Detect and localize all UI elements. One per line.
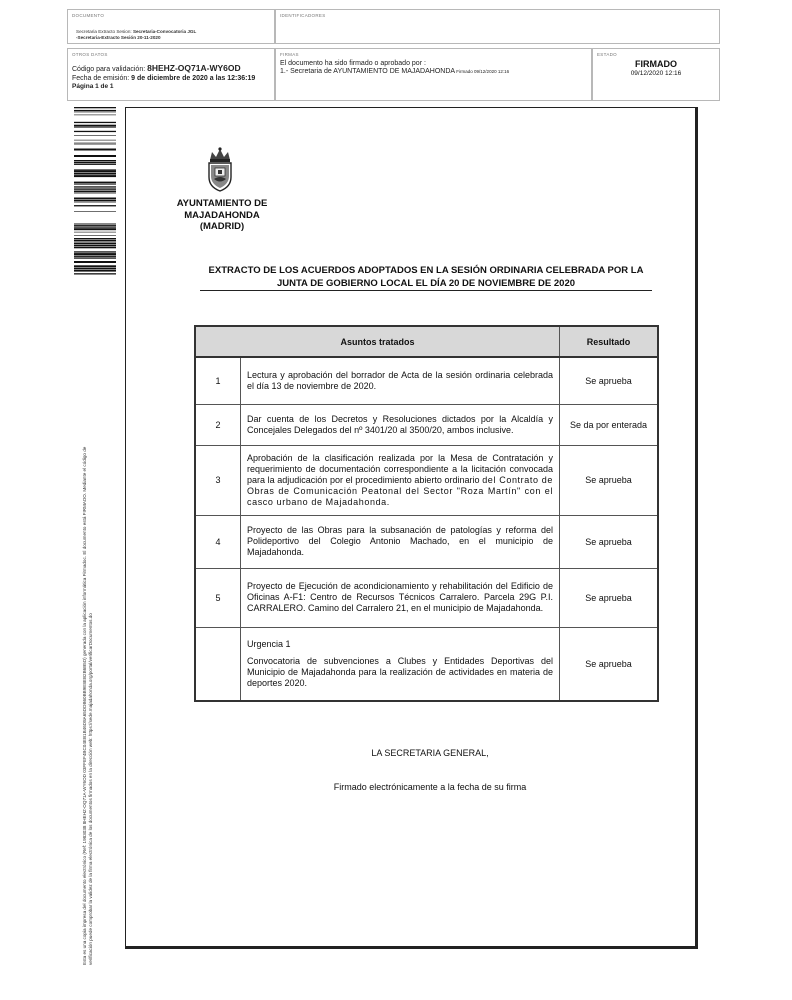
org-line3: (MADRID) xyxy=(199,221,245,232)
side-text-line2: verificación puede comprobar la validez de la firma electrónica de los documentos firmados en la dirección web: https://sede.majadahonda.org/portal/verificarDocumentos.do xyxy=(88,613,93,965)
row-number: 5 xyxy=(195,568,241,627)
firmas-box xyxy=(275,48,592,101)
row-result: Se aprueba xyxy=(560,568,659,627)
title-line2: JUNTA DE GOBIERNO LOCAL EL DÍA 20 DE NOVIEMBRE DE 2020 xyxy=(276,278,576,289)
title-underline xyxy=(200,290,652,291)
row-subject: Dar cuenta de los Decretos y Resoluciones dictados por la Alcaldía y Concejales Delegados del nº 3401/20 al 3500/20, ambos inclusive. xyxy=(241,404,560,445)
agreements-table xyxy=(194,325,659,702)
firmas-label: FIRMAS xyxy=(280,52,299,57)
table-row xyxy=(195,404,658,445)
fecha-emision: Fecha de emisión: 9 de diciembre de 2020 a las 12:36:19 xyxy=(72,75,256,82)
row-result: Se aprueba xyxy=(560,357,659,404)
estado-label: ESTADO xyxy=(597,52,617,57)
estado-date: 09/12/2020 12:16 xyxy=(630,70,682,77)
table-row xyxy=(195,515,658,568)
side-text-line1: Esta es una copia impresa del documento electrónico (Ref: 1983038 8HEHZ-OQ71A-WY6OD 03FFEF4BC04EB1B46D8A65DDB60BB9E8EB2B6B5D) generada con la aplicación informática Firmadoc. El documento está FIRMADO. Mediante el código de xyxy=(82,446,87,965)
documento-label: DOCUMENTO xyxy=(72,13,105,18)
pagina: Página 1 de 1 xyxy=(72,83,114,90)
row-number: 4 xyxy=(195,515,241,568)
org-line2: MAJADAHONDA xyxy=(184,209,260,221)
identificadores-box xyxy=(275,9,720,44)
documento-text: Secretaria Extracto Sesion: Secretaria-Convocatoria JGL -Secretaria-Extracto Sesión 20-11-2020 xyxy=(76,29,197,40)
row-number: 3 xyxy=(195,445,241,515)
title-line1: EXTRACTO DE LOS ACUERDOS ADOPTADOS EN LA SESIÓN ORDINARIA CELEBRADA POR LA xyxy=(208,265,644,276)
row-subject xyxy=(241,445,560,515)
barcode-icon xyxy=(74,107,116,275)
signature-note: Firmado electrónicamente a la fecha de su firma xyxy=(333,782,527,792)
verification-side-text xyxy=(82,285,112,965)
signature-title: LA SECRETARIA GENERAL, xyxy=(371,748,489,758)
row-number xyxy=(195,627,241,701)
otros-datos-box xyxy=(67,48,275,101)
table-row xyxy=(195,357,658,404)
row-subject-bold-text: del Contrato de Obras de Comunicación Peatonal del Sector "Roza Martín" con el casco urbano de Majadahonda. xyxy=(247,474,554,507)
estado-status: FIRMADO xyxy=(635,59,677,69)
row-result: Se da por enterada xyxy=(560,404,659,445)
firmas-line2: 1.- Secretaria de AYUNTAMIENTO DE MAJADAHONDA Firmado 09/12/2020 12:16 xyxy=(280,68,510,75)
row-subject-heading: Urgencia 1 xyxy=(247,638,291,649)
header-asuntos: Asuntos tratados xyxy=(195,326,560,357)
table-header-row xyxy=(195,326,658,357)
codigo-validacion: Código para validación: 8HEHZ-OQ71A-WY6OD xyxy=(72,63,241,73)
org-line1: AYUNTAMIENTO DE xyxy=(176,198,268,209)
row-subject-text: Convocatoria de subvenciones a Clubes y Entidades Deportivas del Municipio de Majadahonda para la realización de actividades en materia de deportes 2020. xyxy=(247,655,553,688)
otros-datos-label: OTROS DATOS xyxy=(72,52,108,57)
row-subject xyxy=(241,627,560,701)
row-result: Se aprueba xyxy=(560,627,659,701)
coat-of-arms-icon xyxy=(204,146,236,192)
row-subject-text: Aprobación de la clasificación realizada por la Mesa de Contratación y requerimiento de documentación correspondiente a la licitación convocada para la adjudicación por el procedimiento abierto ordinario xyxy=(247,452,553,485)
row-subject: Proyecto de Ejecución de acondicionamiento y rehabilitación del Edificio de Oficinas A-F1: Centro de Recursos Técnicos Carralero. Parcela 29G P.I. CARRALERO. Camino del Carralero 21, en el municipio de Majadahonda. xyxy=(241,568,560,627)
row-subject: Lectura y aprobación del borrador de Acta de la sesión ordinaria celebrada el día 13 de noviembre de 2020. xyxy=(241,357,560,404)
organization-name xyxy=(168,198,276,233)
row-number: 1 xyxy=(195,357,241,404)
table-row xyxy=(195,445,658,515)
row-number: 2 xyxy=(195,404,241,445)
row-subject: Proyecto de las Obras para la subsanación de patologías y reforma del Polideportivo del Colegio Antonio Machado, en el municipio de Majadahonda. xyxy=(241,515,560,568)
document-title xyxy=(195,264,657,290)
identificadores-label: IDENTIFICADORES xyxy=(280,13,326,18)
documento-box xyxy=(67,9,275,44)
header-resultado: Resultado xyxy=(560,326,659,357)
table-row xyxy=(195,568,658,627)
estado-box xyxy=(592,48,720,101)
table-row xyxy=(195,627,658,701)
row-result: Se aprueba xyxy=(560,515,659,568)
firmas-line1: El documento ha sido firmado o aprobado por : xyxy=(280,60,426,67)
row-result: Se aprueba xyxy=(560,445,659,515)
